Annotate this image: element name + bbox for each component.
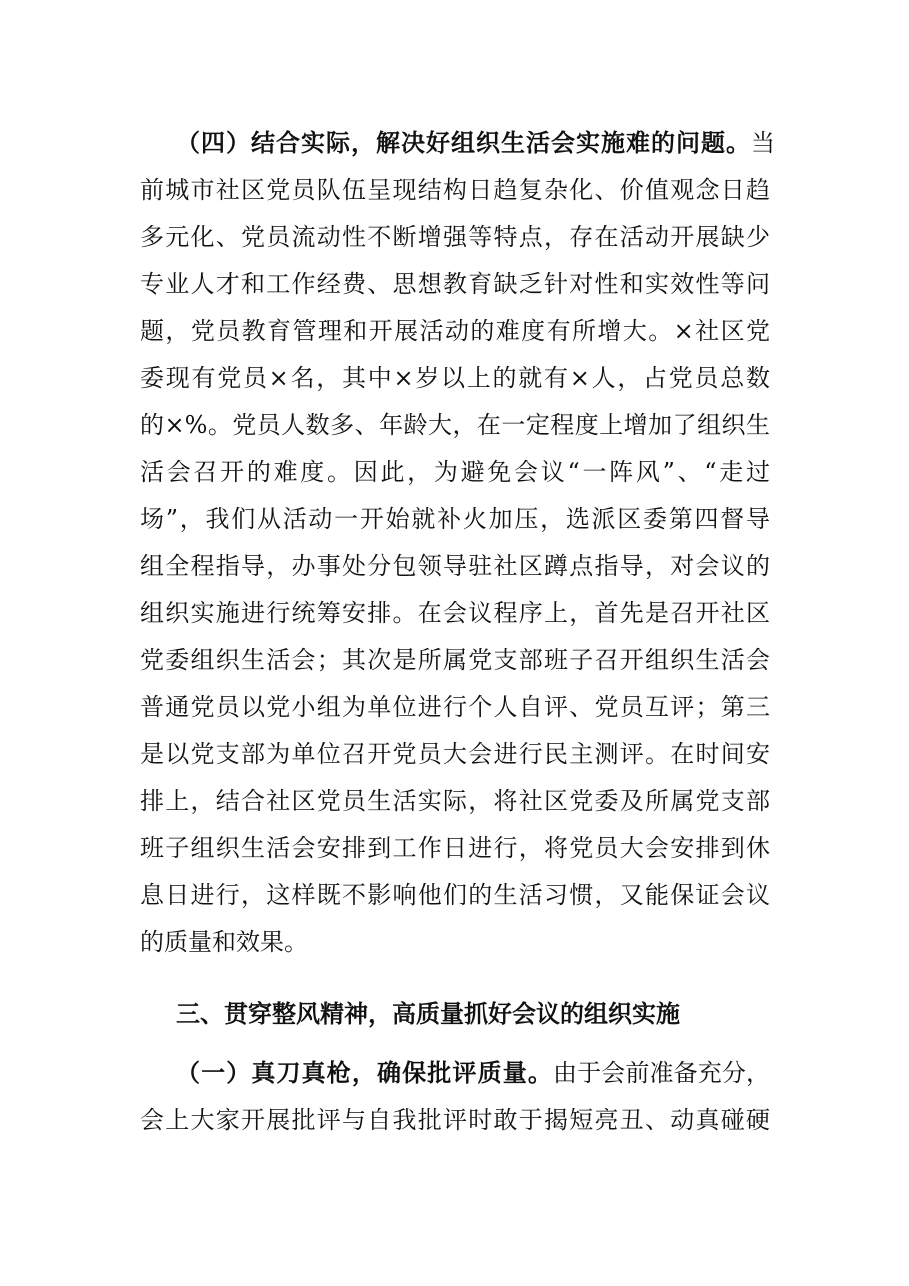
paragraph-line — [176, 1055, 770, 1091]
paragraph-line: 组织实施进行统筹安排。在会议程序上，首先是召开社区 — [140, 599, 770, 627]
section-title: （四）结合实际，解决好组织生活会实施难的问题。 — [176, 129, 751, 157]
paragraph-line: 息日进行，这样既不影响他们的生活习惯，又能保证会议 — [140, 881, 770, 909]
paragraph-line: 排上，结合社区党员生活实际，将社区党委及所属党支部 — [140, 787, 770, 815]
paragraph-line: 普通党员以党小组为单位进行个人自评、党员互评；第三 — [140, 693, 770, 721]
paragraph-line: 班子组织生活会安排到工作日进行，将党员大会安排到休 — [140, 834, 770, 862]
paragraph-line: 的×%。党员人数多、年龄大，在一定程度上增加了组织生 — [140, 411, 770, 439]
paragraph-line: 专业人才和工作经费、思想教育缺乏针对性和实效性等问 — [140, 270, 770, 298]
paragraph-line: 委现有党员×名，其中×岁以上的就有×人，占党员总数 — [140, 364, 770, 392]
paragraph-line: 场”，我们从活动一开始就补火加压，选派区委第四督导 — [140, 505, 770, 533]
paragraph-line: 多元化、党员流动性不断增强等特点，存在活动开展缺少 — [140, 223, 770, 251]
paragraph-line: 党委组织生活会；其次是所属党支部班子召开组织生活会 — [140, 646, 770, 674]
paragraph-text: 由于会前准备充分， — [552, 1059, 771, 1087]
paragraph-line: 是以党支部为单位召开党员大会进行民主测评。在时间安 — [140, 740, 770, 768]
paragraph-line: 会上大家开展批评与自我批评时敢于揭短亮丑、动真碰硬 — [140, 1106, 770, 1134]
paragraph-line: 题，党员教育管理和开展活动的难度有所增大。×社区党 — [140, 317, 770, 345]
paragraph-line: 的质量和效果。 — [140, 928, 308, 956]
section-heading: 三、贯穿整风精神，高质量抓好会议的组织实施 — [176, 1000, 680, 1028]
paragraph-line: 前城市社区党员队伍呈现结构日趋复杂化、价值观念日趋 — [140, 176, 770, 204]
paragraph-line: 活会召开的难度。因此，为避免会议“一阵风”、“走过 — [140, 458, 770, 486]
paragraph-line: 组全程指导，办事处分包领导驻社区蹲点指导，对会议的 — [140, 552, 770, 580]
paragraph-text: 当 — [751, 129, 775, 157]
paragraph-line — [176, 125, 775, 161]
subsection-title: （一）真刀真枪，确保批评质量。 — [176, 1059, 553, 1087]
